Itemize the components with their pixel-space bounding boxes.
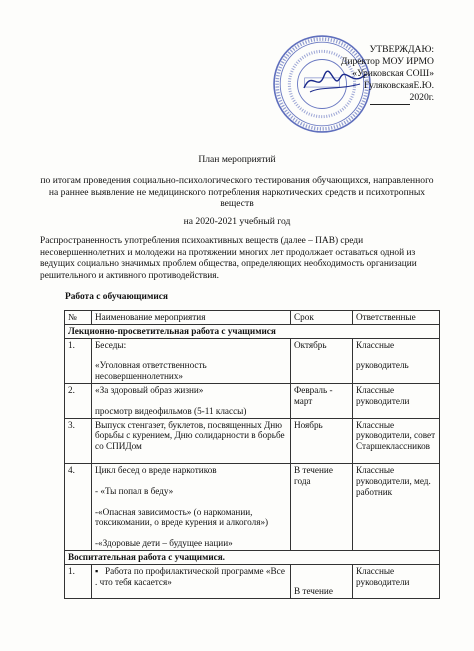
approval-year: 2020г. bbox=[409, 92, 434, 103]
section-title: Работа с обучающимися bbox=[65, 292, 168, 302]
row-responsible-line: руководитель bbox=[356, 360, 409, 371]
row-term: Октябрь bbox=[291, 338, 353, 383]
intro-paragraph: Распространенность употребления психоактивных веществ (далее – ПАВ) среди несовершеннолетних и молодежи на протяжении многих лет продолжает оставаться одной из ведущих социально значимых проблем общества, определяющих необходимость организации решительного и активного противодействия. bbox=[40, 236, 417, 281]
row-term-text: В течение bbox=[294, 585, 333, 596]
row-responsible: Классные руководители, совет Старшеклассников bbox=[353, 418, 440, 463]
page-title: План мероприятий bbox=[198, 154, 276, 165]
row-event-line: - «Ты попал в беду» bbox=[95, 485, 174, 496]
row-event-line: просмотр видеофильмов (5-11 классы) bbox=[95, 405, 247, 416]
row-event bbox=[92, 383, 291, 418]
table-row bbox=[65, 463, 440, 550]
approval-block bbox=[341, 44, 434, 105]
approval-line-name: ГуляковскаяЕ.Ю. bbox=[363, 80, 434, 91]
row-responsible: Классные руководители, мед. работник bbox=[353, 463, 440, 550]
row-responsible-line: Классные bbox=[356, 339, 395, 350]
row-event-line: Выпуск стенгазет, буклетов, посвященных Дню борьбы с курением, Дню солидарности в борьбе со СПИДом bbox=[95, 419, 285, 452]
group-row-educational-work bbox=[65, 550, 440, 564]
header-number: № bbox=[65, 311, 92, 325]
table-header-row bbox=[65, 311, 440, 325]
page-subtitle: по итогам проведения социально-психологического тестирования обучающихся, направленного на раннее выявление не медицинского потребления наркотических средств и психотропных веществ bbox=[40, 175, 434, 209]
row-number: 1. bbox=[65, 338, 92, 383]
row-event bbox=[92, 418, 291, 463]
row-number: 1. bbox=[65, 564, 92, 598]
row-responsible: Классные руководители bbox=[353, 564, 440, 598]
row-term bbox=[291, 564, 353, 598]
row-event-line: Беседы: bbox=[95, 339, 127, 350]
row-event-line: -«Здоровые дети – будущее нации» bbox=[95, 538, 233, 549]
approval-line-school: «Уриковская СОШ» bbox=[352, 68, 434, 79]
table-row bbox=[65, 383, 440, 418]
table-row bbox=[65, 564, 440, 598]
academic-year: на 2020-2021 учебный год bbox=[183, 216, 291, 227]
group-title-lecture: Лекционно-просветительная работа с учащимися bbox=[65, 324, 440, 338]
row-number: 2. bbox=[65, 383, 92, 418]
row-responsible: Классные руководители bbox=[353, 383, 440, 418]
group-row-lecture-work bbox=[65, 324, 440, 338]
row-number: 4. bbox=[65, 463, 92, 550]
row-event-line: «За здоровый образ жизни» bbox=[95, 384, 204, 395]
row-event bbox=[92, 338, 291, 383]
row-number: 3. bbox=[65, 418, 92, 463]
row-responsible bbox=[353, 338, 440, 383]
row-event bbox=[92, 463, 291, 550]
row-term: Ноябрь bbox=[291, 418, 353, 463]
row-event-line: -«Опасная зависимость» (о наркомании, токсикомании, о вреде курения и алкоголя») bbox=[95, 506, 269, 528]
row-term: В течение года bbox=[291, 463, 353, 550]
group-title-educational: Воспитательная работа с учащимися. bbox=[65, 550, 440, 564]
approval-line-approved: УТВЕРЖДАЮ: bbox=[369, 44, 434, 55]
header-event-name: Наименование мероприятия bbox=[92, 311, 291, 325]
table-row bbox=[65, 418, 440, 463]
bullet-icon: ▪ bbox=[95, 565, 99, 576]
row-event-line: Цикл бесед о вреде наркотиков bbox=[95, 464, 217, 475]
date-blank bbox=[370, 92, 410, 105]
row-event-line: «Уголовная ответственность несовершеннолетних» bbox=[95, 360, 207, 382]
table-row bbox=[65, 338, 440, 383]
approval-line-date bbox=[341, 92, 434, 105]
row-event bbox=[92, 564, 291, 598]
header-term: Срок bbox=[291, 311, 353, 325]
row-term: Февраль - март bbox=[291, 383, 353, 418]
approval-line-director: Директор МОУ ИРМО bbox=[340, 56, 434, 67]
events-table bbox=[64, 310, 440, 599]
header-responsible: Ответственные bbox=[353, 311, 440, 325]
row-event-line: Работа по профилактической программе «Все . что тебя касается» bbox=[95, 565, 285, 587]
